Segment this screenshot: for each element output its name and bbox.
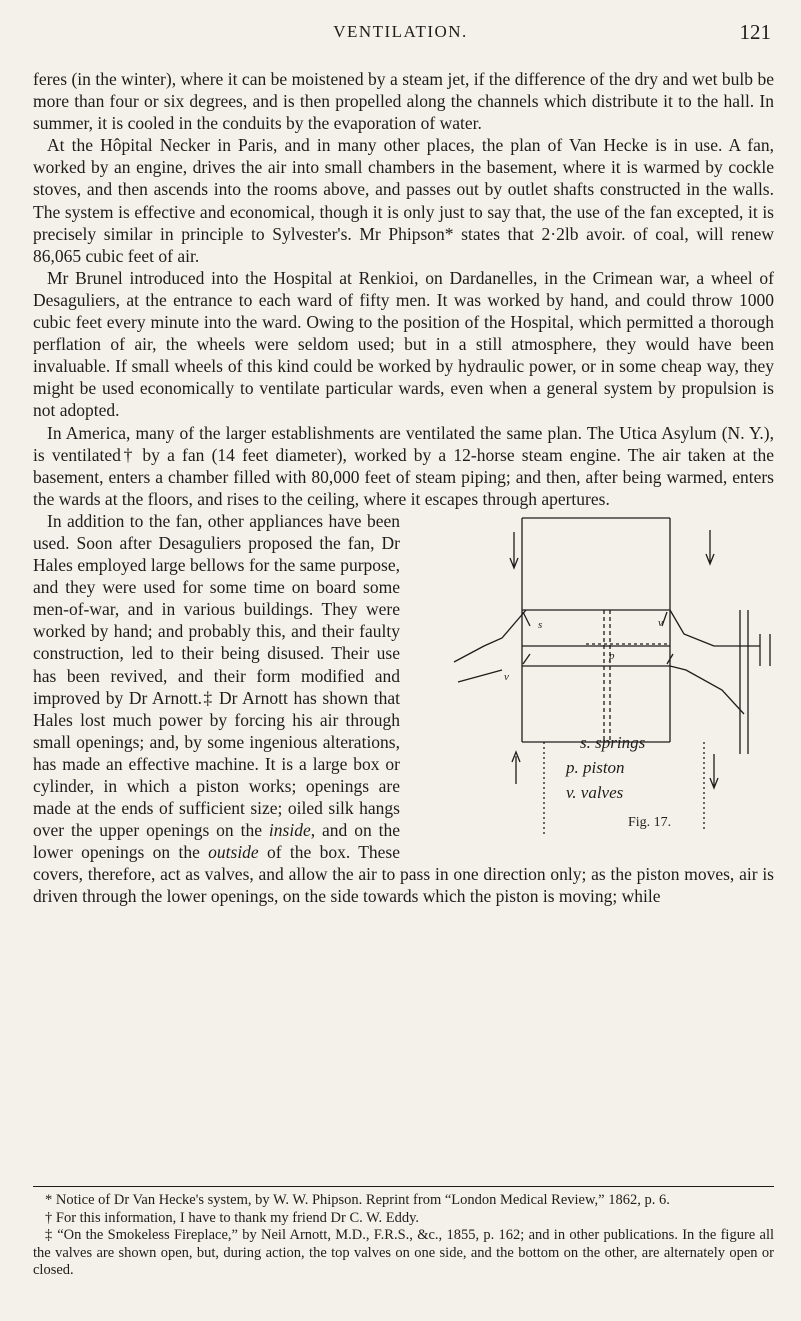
central-rod	[604, 610, 610, 742]
footnotes	[33, 1192, 774, 1280]
lower-valve	[523, 654, 673, 664]
right-arrow-bottom	[710, 754, 718, 788]
label-p: p	[609, 649, 615, 662]
piston-chamber	[522, 610, 670, 666]
footnote-1: * Notice of Dr Van Hecke's system, by W. W. Phipson. Reprint from “London Medical Review,” 1862, p. 6.	[45, 1192, 670, 1208]
paragraph-5-part-a: In addition to the fan, other appliances have been used. Soon after Desaguliers proposed the fan, Dr Hales employed large bellows for the same purpose, and they were used for some time on board some men-of-war, and in various buildings. They were worked by hand; and probably this, and their faulty construction, led to their being disused. Their use has been revived, and their form modified and improved by Dr Arnott.‡ Dr Arnott has shown that Hales lost much power by forcing his air through small openings; and, by some ingenious alterations, has made an effective machine. It is a large box or cylinder, in which a piston works; openings are made at the ends of sufficient size; oiled silk hangs over the upper openings on the	[33, 510, 400, 841]
box-outline	[522, 518, 670, 742]
label-v-right: v	[658, 616, 663, 629]
paragraph-5-part-b: , and on the lower openings on the	[33, 820, 400, 863]
left-arrow-bottom	[512, 752, 520, 784]
label-s: s	[538, 618, 543, 631]
label-v-left: v	[504, 670, 509, 683]
word-inside: inside	[268, 820, 311, 841]
legend-valves: v. valves	[566, 782, 624, 802]
paragraph-5	[33, 510, 774, 908]
right-bracket	[670, 610, 760, 714]
upper-valve	[523, 612, 667, 626]
figure-legend	[566, 730, 706, 805]
right-arrow-top	[706, 530, 714, 564]
paragraph-2: At the Hôpital Necker in Paris, and in many other places, the plan of Van Hecke is in use. A fan, worked by an engine, drives the air into small chambers in the basement, where it is warmed by cockle stoves, and then ascends into the rooms above, and passes out by outlet shafts constructed in the walls. The system is effective and economical, though it is only just to say that, the use of the fan excepted, it is precisely similar in principle to Sylvester's. Mr Phipson* states that 2·2lb avoir. of coal, will renew 86,065 cubic feet of air.	[33, 135, 774, 266]
paragraph-1: feres (in the winter), where it can be moistened by a steam jet, if the difference of the dry and wet bulb be more than four or six degrees, and is then propelled along the channels which distribute it to the hall. In summer, it is cooled in the conduits by the evaporation of water.	[33, 69, 774, 134]
word-outside: outside	[208, 842, 259, 863]
running-head: VENTILATION.	[333, 22, 468, 41]
page-number: 121	[739, 20, 771, 44]
figure-caption: Fig. 17.	[628, 814, 672, 830]
figure-17	[414, 514, 774, 856]
legend-springs: s. springs	[580, 732, 646, 752]
paragraph-3: Mr Brunel introduced into the Hospital at Renkioi, on Dardanelles, in the Crimean war, a wheel of Desaguliers, at the entrance to each ward of fifty men. It was worked by hand, and could throw 1000 cubic feet every minute into the ward. Owing to the position of the Hospital, which permitted a thorough perflation of air, the wheels were seldom used; but in a still atmosphere, they would have been invaluable. If small wheels of this kind could be worked by hydraulic power, or in some cheap way, they might be used economically to ventilate particular wards, even when a general system by propulsion is not adopted.	[33, 267, 774, 421]
left-arrow-top	[510, 532, 518, 568]
paragraph-4: In America, many of the larger establishments are ventilated the same plan. The Utica Asylum (N. Y.), is ventilated† by a fan (14 feet diameter), worked by a 12-horse steam engine. The air taken at the basement, enters a chamber filled with 80,000 feet of steam piping; and then, after being warmed, enters the wards at the floors, and rises to the ceiling, where it escapes through apertures.	[33, 422, 774, 509]
body-text	[33, 68, 774, 908]
left-bracket	[454, 610, 526, 682]
page-header	[30, 20, 771, 50]
paragraph-5-part-c: of the box. These covers, therefore, act as valves, and allow the air to pass in one direction only; as the piston moves, air is driven through the lower openings, on the side towards which the piston is moving; while	[33, 842, 774, 907]
footnote-3: ‡ “On the Smokeless Fireplace,” by Neil Arnott, M.D., F.R.S., &c., 1855, p. 162; and in other publications. In the figure all the valves are shown open, but, during action, the top valves on one side, and the bottom on the other, are alternately open or closed.	[33, 1227, 774, 1278]
right-pipe	[740, 610, 770, 754]
footnote-2: † For this information, I have to thank my friend Dr C. W. Eddy.	[45, 1209, 419, 1226]
footnote-rule	[33, 1186, 774, 1187]
legend-piston: p. piston	[566, 757, 625, 777]
